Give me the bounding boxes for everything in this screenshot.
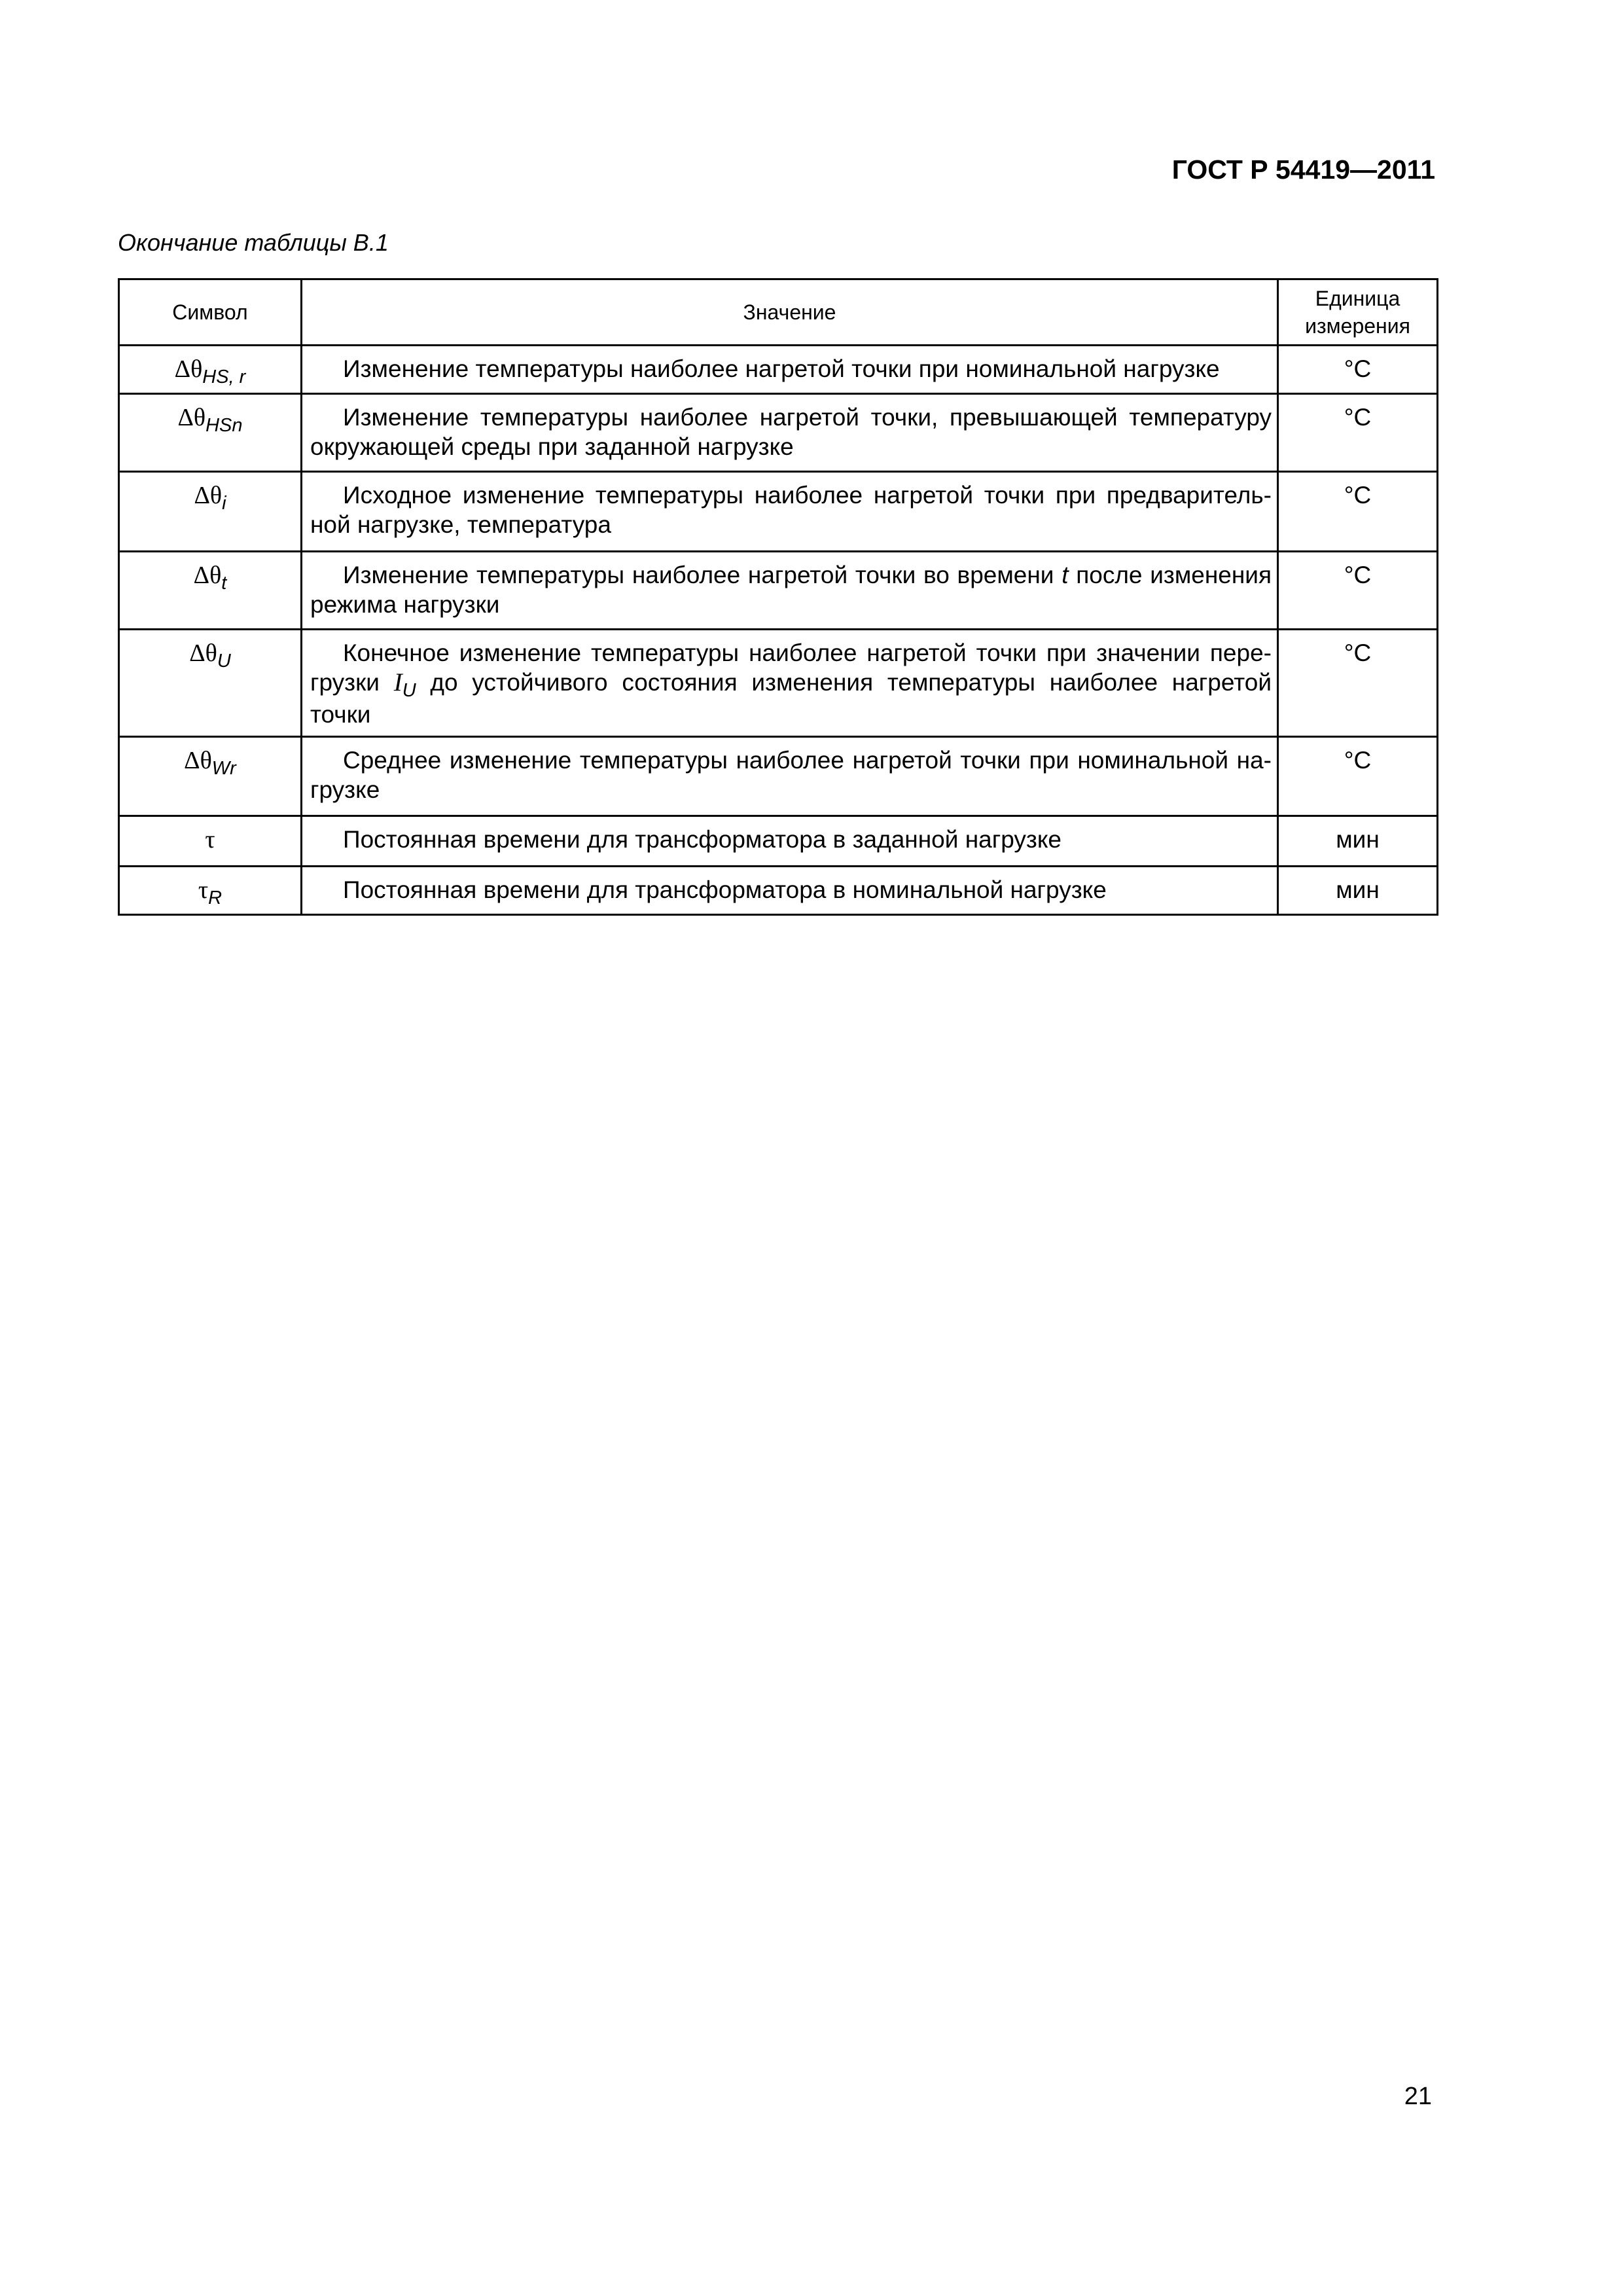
value-line	[310, 825, 1272, 854]
table-row	[119, 630, 1438, 737]
symbol-subscript: U	[217, 651, 231, 672]
value-cell	[302, 630, 1278, 737]
value-line	[310, 354, 1272, 384]
symbol-base: Δθ	[194, 482, 223, 509]
symbol-base: Δθ	[177, 404, 206, 431]
symbol-cell	[119, 737, 302, 816]
unit-cell: мин	[1278, 816, 1438, 867]
column-header-unit: Единица измерения	[1278, 279, 1438, 346]
symbol-cell	[119, 472, 302, 552]
value-text: грузке	[310, 776, 380, 803]
symbol-cell	[119, 816, 302, 867]
symbol-base: Δθ	[189, 639, 217, 667]
value-line	[310, 403, 1272, 432]
unit-cell: °C	[1278, 737, 1438, 816]
symbol-subscript: R	[208, 888, 223, 908]
value-cell	[302, 867, 1278, 915]
value-cell	[302, 346, 1278, 394]
value-line	[310, 700, 1272, 729]
value-line	[310, 668, 1272, 700]
value-cell	[302, 552, 1278, 630]
value-text: Постоянная времени для трансформатора в заданной нагрузке	[343, 826, 1062, 853]
table-row	[119, 346, 1438, 394]
table-row	[119, 552, 1438, 630]
unit-cell: мин	[1278, 867, 1438, 915]
unit-cell: °C	[1278, 346, 1438, 394]
value-line	[310, 590, 1272, 619]
value-text: ной нагрузке, температура	[310, 511, 611, 538]
unit-cell: °C	[1278, 472, 1438, 552]
table-header-row	[119, 279, 1438, 346]
unit-cell: °C	[1278, 552, 1438, 630]
symbols-table	[118, 278, 1438, 916]
value-text: Исходное изменение температуры наиболее нагретой точки при предваритель-	[343, 482, 1272, 509]
value-text: Изменение температуры наиболее нагретой точки во времени	[343, 562, 1062, 588]
variable-subscript: U	[402, 680, 416, 701]
symbol-base: τ	[205, 826, 215, 853]
value-line	[310, 745, 1272, 775]
unit-cell: °C	[1278, 394, 1438, 472]
table-row	[119, 867, 1438, 915]
value-text: Среднее изменение температуры наиболее нагретой точки при номинальной на-	[343, 747, 1272, 774]
symbol-base: Δθ	[193, 562, 222, 589]
table-caption: Окончание таблицы В.1	[118, 229, 389, 256]
symbol-base: Δθ	[184, 747, 212, 774]
value-cell	[302, 737, 1278, 816]
value-line	[310, 510, 1272, 539]
table-row	[119, 737, 1438, 816]
value-text: Конечное изменение температуры наиболее нагретой точки при значении пере-	[343, 639, 1272, 666]
value-text: Постоянная времени для трансформатора в номинальной нагрузке	[343, 876, 1107, 903]
document-code: ГОСТ Р 54419—2011	[1171, 154, 1435, 185]
table-row	[119, 816, 1438, 867]
value-text: грузки	[310, 669, 394, 696]
symbol-subscript: t	[221, 573, 227, 594]
table-row	[119, 472, 1438, 552]
page-number: 21	[1404, 2083, 1432, 2110]
value-text: режима нагрузки	[310, 591, 500, 618]
value-text: после изменения	[1068, 562, 1272, 588]
value-line	[310, 875, 1272, 905]
value-line	[310, 775, 1272, 804]
value-text: до устойчивого состояния изменения температуры наиболее нагретой	[416, 669, 1272, 696]
value-text: окружающей среды при заданной нагрузке	[310, 433, 794, 460]
value-line	[310, 560, 1272, 590]
symbol-subscript: HS, r	[202, 367, 246, 387]
column-header-symbol: Символ	[119, 279, 302, 346]
symbol-subscript: HSn	[205, 415, 243, 436]
value-cell	[302, 816, 1278, 867]
symbol-subscript: Wr	[211, 758, 236, 779]
value-cell	[302, 394, 1278, 472]
variable-t: t	[1061, 562, 1069, 588]
value-line	[310, 432, 1272, 461]
column-header-value: Значение	[302, 279, 1278, 346]
variable-i: I	[393, 668, 402, 696]
value-line	[310, 480, 1272, 510]
symbol-base: τ	[198, 876, 209, 904]
symbol-subscript: i	[222, 493, 226, 514]
value-line	[310, 638, 1272, 668]
symbol-cell	[119, 394, 302, 472]
value-text: точки	[310, 701, 371, 728]
symbol-cell	[119, 346, 302, 394]
value-cell	[302, 472, 1278, 552]
value-text: Изменение температуры наиболее нагретой точки, превышающей температуру	[343, 404, 1272, 431]
symbol-cell	[119, 552, 302, 630]
symbol-cell	[119, 867, 302, 915]
unit-cell: °C	[1278, 630, 1438, 737]
table-row	[119, 394, 1438, 472]
symbol-base: Δθ	[174, 355, 203, 383]
value-text: Изменение температуры наиболее нагретой точки при номинальной нагрузке	[343, 355, 1220, 382]
symbol-cell	[119, 630, 302, 737]
